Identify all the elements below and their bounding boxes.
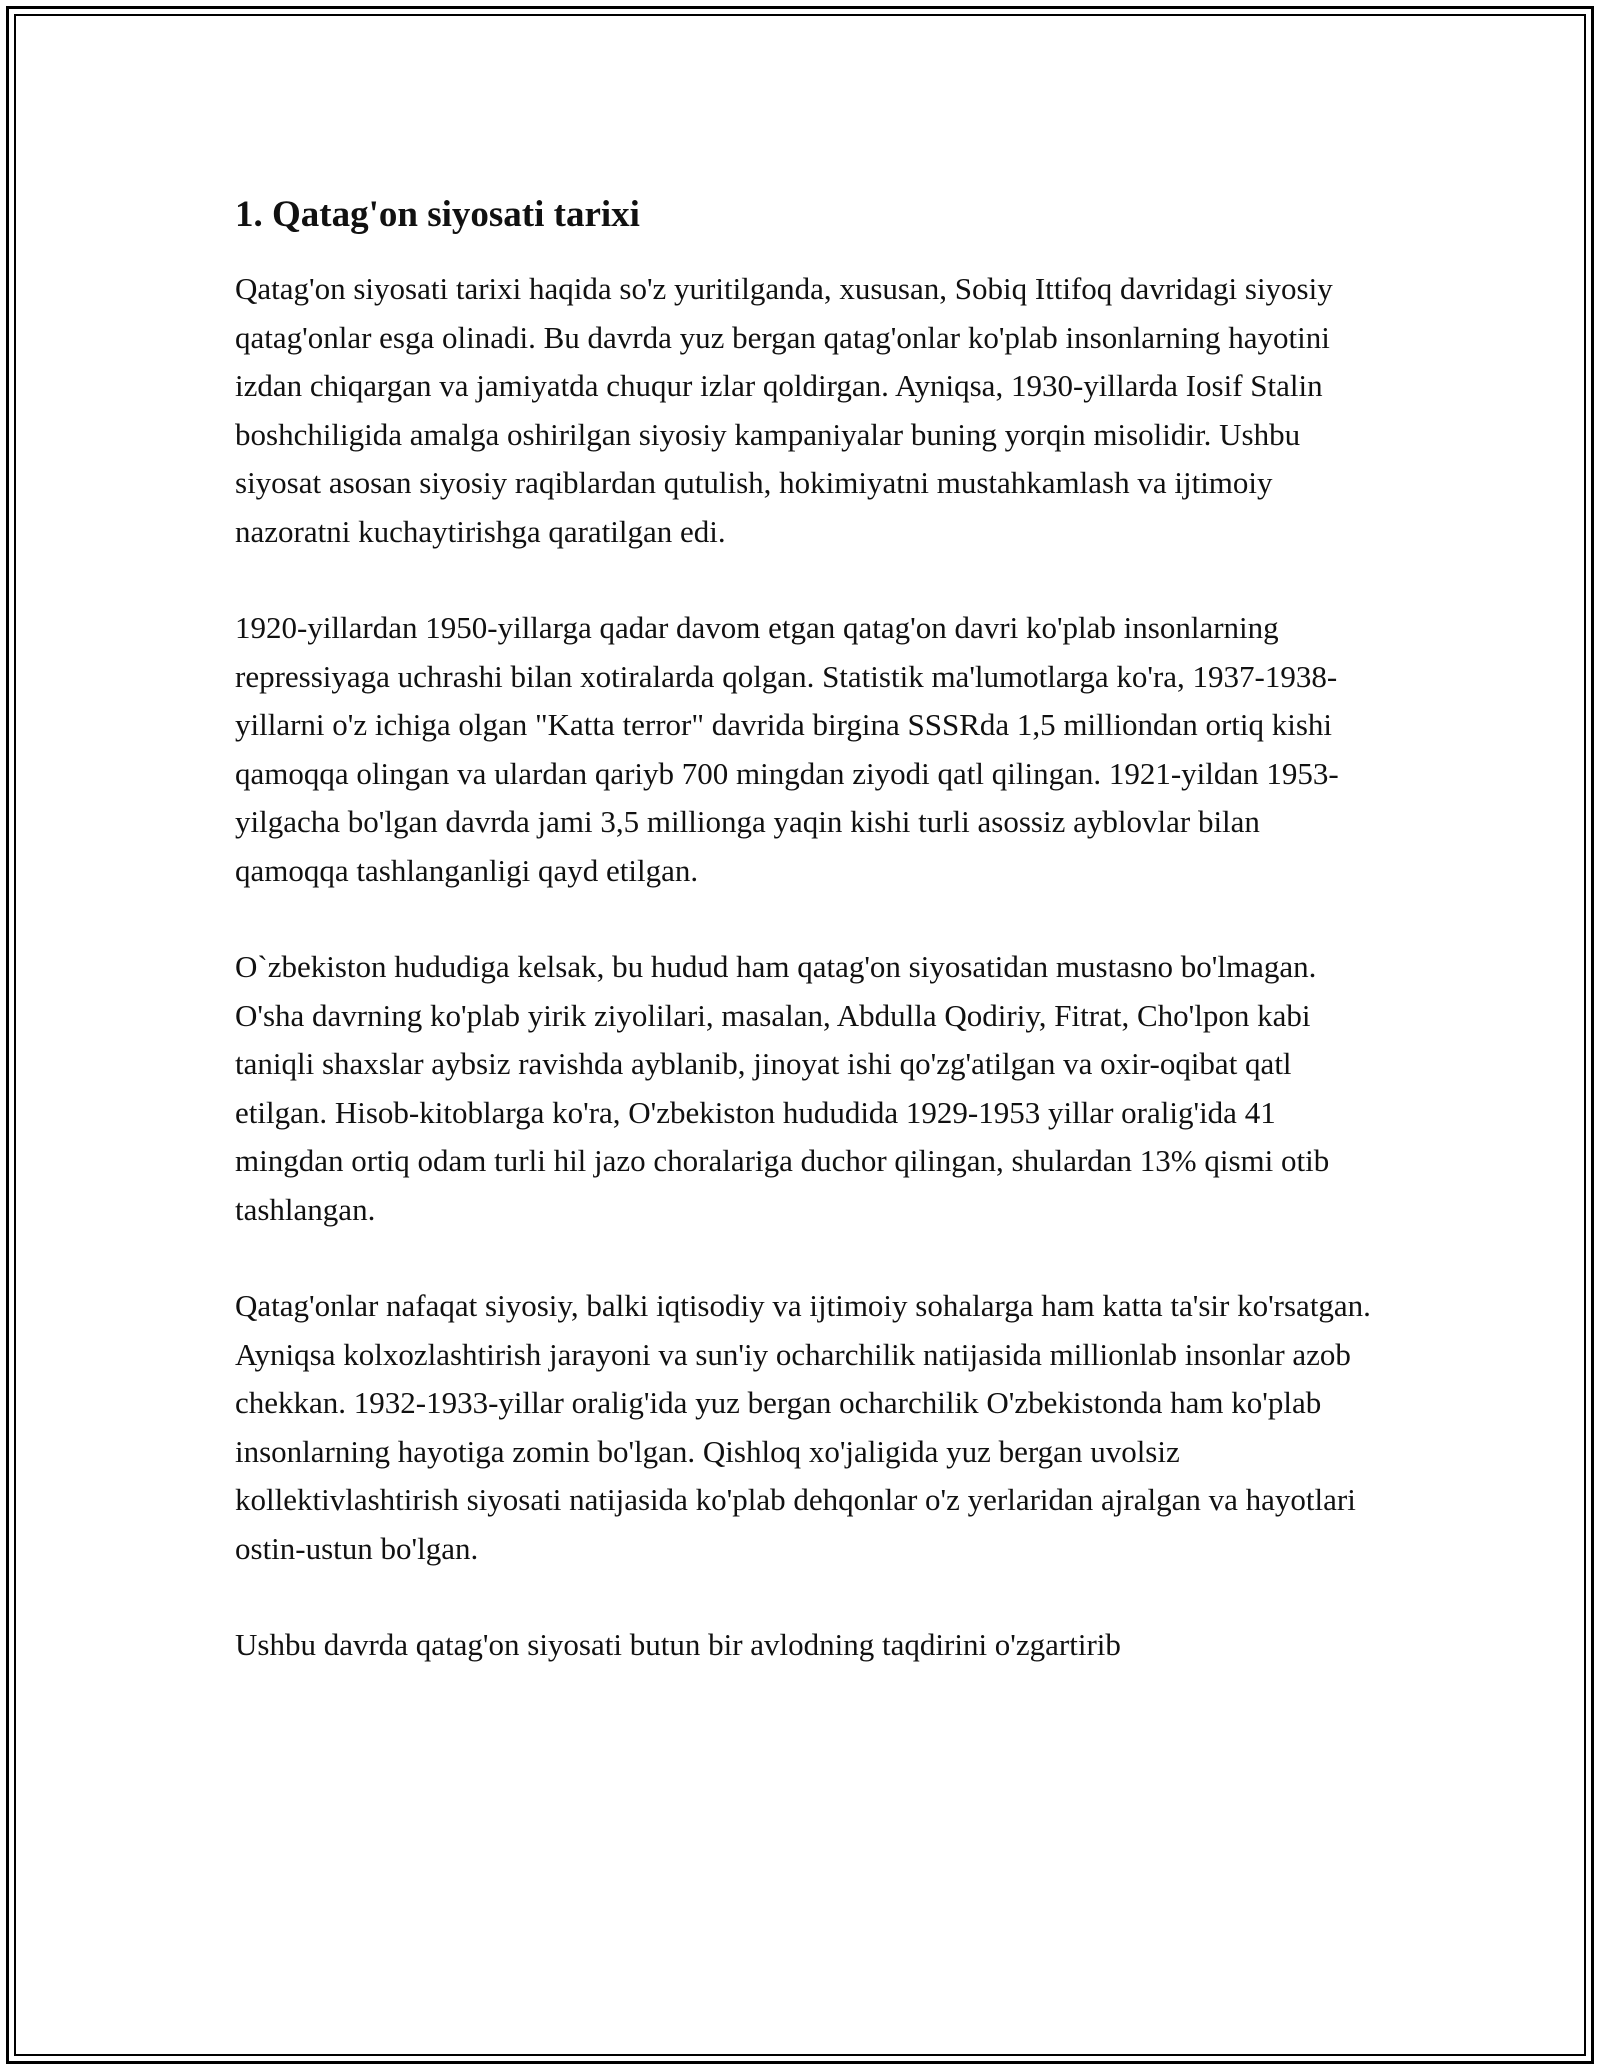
paragraph-5: Ushbu davrda qatag'on siyosati butun bir avlodning taqdirini o'zgartirib bbox=[235, 1627, 1121, 1662]
paragraph-1: Qatag'on siyosati tarixi haqida so'z yuritilganda, xususan, Sobiq Ittifoq davridagi siyosiy qatag'onlar esga olinadi. Bu davrda yuz bergan qatag'onlar ko'plab insonlarning hayotini izdan chiqargan va jamiyatda chuqur izlar qoldirgan. Ayniqsa, 1930-yillarda Iosif Stalin boshchiligida amalga oshirilgan siyosiy kampaniyalar buning yorqin misolidir. Ushbu siyosat asosan siyosiy raqiblardan qutulish, hokimiyatni mustahkamlash va ijtimoiy nazoratni kuchaytirishga qaratilgan edi. bbox=[235, 271, 1333, 549]
document-body bbox=[235, 185, 1375, 1718]
section-heading: 1. Qatag'on siyosati tarixi bbox=[235, 194, 640, 235]
paragraph-4: Qatag'onlar nafaqat siyosiy, balki iqtisodiy va ijtimoiy sohalarga ham katta ta'sir ko'rsatgan. Ayniqsa kolxozlashtirish jarayoni va sun'iy ocharchilik natijasida millionlab insonlar azob chekkan. 1932-1933-yillar oralig'ida yuz bergan ocharchilik O'zbekistonda ham ko'plab insonlarning hayotiga zomin bo'lgan. Qishloq xo'jaligida yuz bergan uvolsiz kollektivlashtirish siyosati natijasida ko'plab dehqonlar o'z yerlaridan ajralgan va hayotlari ostin-ustun bo'lgan. bbox=[235, 1288, 1371, 1566]
paragraph-3: O`zbekiston hududiga kelsak, bu hudud ham qatag'on siyosatidan mustasno bo'lmagan. O'sha davrning ko'plab yirik ziyolilari, masalan, Abdulla Qodiriy, Fitrat, Cho'lpon kabi taniqli shaxslar aybsiz ravishda ayblanib, jinoyat ishi qo'zg'atilgan va oxir-oqibat qatl etilgan. Hisob-kitoblarga ko'ra, O'zbekiston hududida 1929-1953 yillar oralig'ida 41 mingdan ortiq odam turli hil jazo choralariga duchor qilingan, shulardan 13% qismi otib tashlangan. bbox=[235, 949, 1330, 1227]
paragraph-2: 1920-yillardan 1950-yillarga qadar davom etgan qatag'on davri ko'plab insonlarning repressiyaga uchrashi bilan xotiralarda qolgan. Statistik ma'lumotlarga ko'ra, 1937-1938-yillarni o'z ichiga olgan "Katta terror" davrida birgina SSSRda 1,5 milliondan ortiq kishi qamoqqa olingan va ulardan qariyb 700 mingdan ziyodi qatl qilingan. 1921-yildan 1953-yilgacha bo'lgan davrda jami 3,5 millionga yaqin kishi turli asossiz ayblovlar bilan qamoqqa tashlanganligi qayd etilgan. bbox=[235, 610, 1339, 888]
